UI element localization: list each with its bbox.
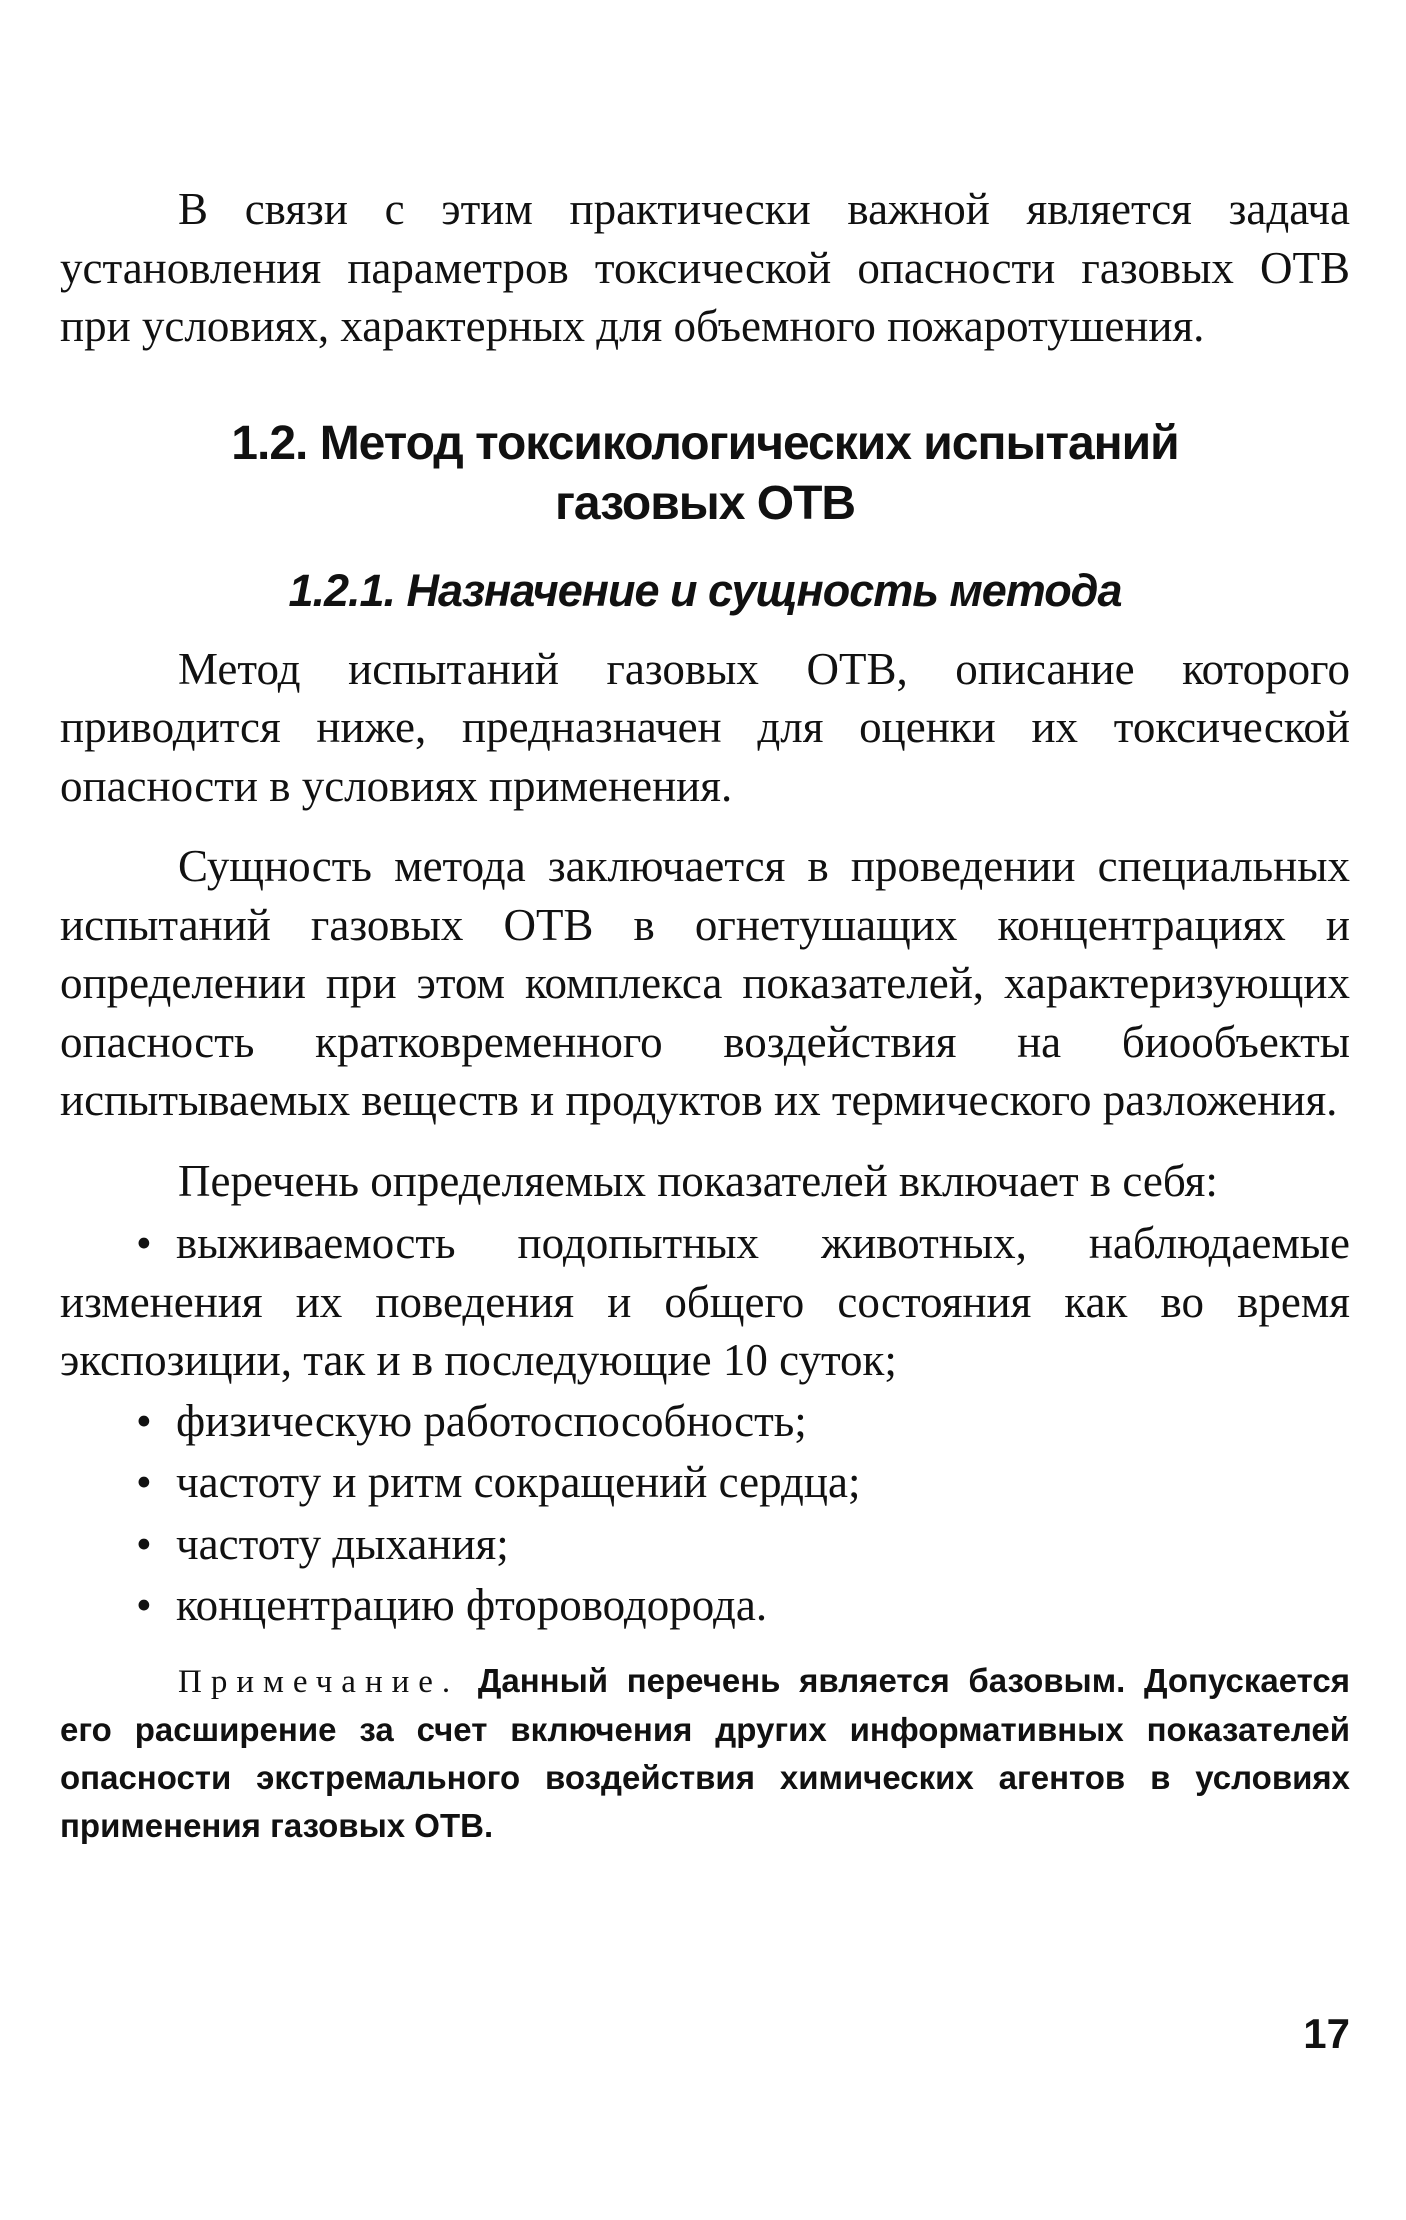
indicators-list bbox=[60, 1214, 1350, 1635]
paragraph-indicators-intro: Перечень определяемых показателей включает в себя: bbox=[178, 1155, 1218, 1206]
bullet-icon: • bbox=[136, 1580, 152, 1630]
subsection-heading: 1.2.1. Назначение и сущность метода bbox=[288, 564, 1122, 616]
bullet-icon: • bbox=[136, 1457, 152, 1507]
list-item-text: частоту дыхания; bbox=[176, 1518, 509, 1569]
list-item-text: выживаемость подопытных животных, наблюдаемые изменения их поведения и общего состояния как во время экспозиции, так и в последующие 10 суток; bbox=[60, 1218, 1350, 1385]
page-number: 17 bbox=[1303, 2010, 1350, 2057]
bullet-icon: • bbox=[136, 1218, 152, 1268]
note-text: Данный перечень является базовым. Допускается его расширение за счет включения других информативных показателей опасности экстремального воздействия химических агентов в условиях применения газовых ОТВ. bbox=[60, 1661, 1350, 1844]
book-page bbox=[60, 180, 1350, 1850]
list-item-text: концентрацию фтороводорода. bbox=[176, 1580, 768, 1630]
list-item bbox=[60, 1576, 1350, 1635]
section-heading-line-1: 1.2. Метод токсикологических испытаний bbox=[231, 416, 1179, 470]
list-item-text: физическую работоспособность; bbox=[176, 1395, 807, 1446]
bullet-icon: • bbox=[136, 1518, 152, 1569]
section-heading bbox=[60, 414, 1350, 534]
list-item bbox=[60, 1214, 1350, 1390]
note-label: Примечание. bbox=[178, 1663, 460, 1700]
list-item bbox=[60, 1392, 1350, 1451]
paragraph-method-essence: Сущность метода заключается в проведении специальных испытаний газовых ОТВ в огнетушащих концентрациях и определении при этом комплекса показателей, характеризующих опасность кратковременного воздействия на биообъекты испытываемых веществ и продуктов их термического разложения. bbox=[60, 841, 1350, 1125]
list-item bbox=[60, 1515, 1350, 1574]
intro-paragraph: В связи с этим практически важной является задача установления параметров токсической опасности газовых ОТВ при условиях, характерных для объемного пожаротушения. bbox=[60, 184, 1350, 351]
note-paragraph bbox=[60, 1657, 1350, 1850]
paragraph-method-purpose: Метод испытаний газовых ОТВ, описание которого приводится ниже, предназначен для оценки их токсической опасности в условиях применения. bbox=[60, 643, 1350, 811]
bullet-icon: • bbox=[136, 1395, 152, 1446]
list-item-text: частоту и ритм сокращений сердца; bbox=[176, 1457, 861, 1507]
list-item bbox=[60, 1453, 1350, 1512]
section-heading-line-2: газовых ОТВ bbox=[554, 476, 856, 530]
